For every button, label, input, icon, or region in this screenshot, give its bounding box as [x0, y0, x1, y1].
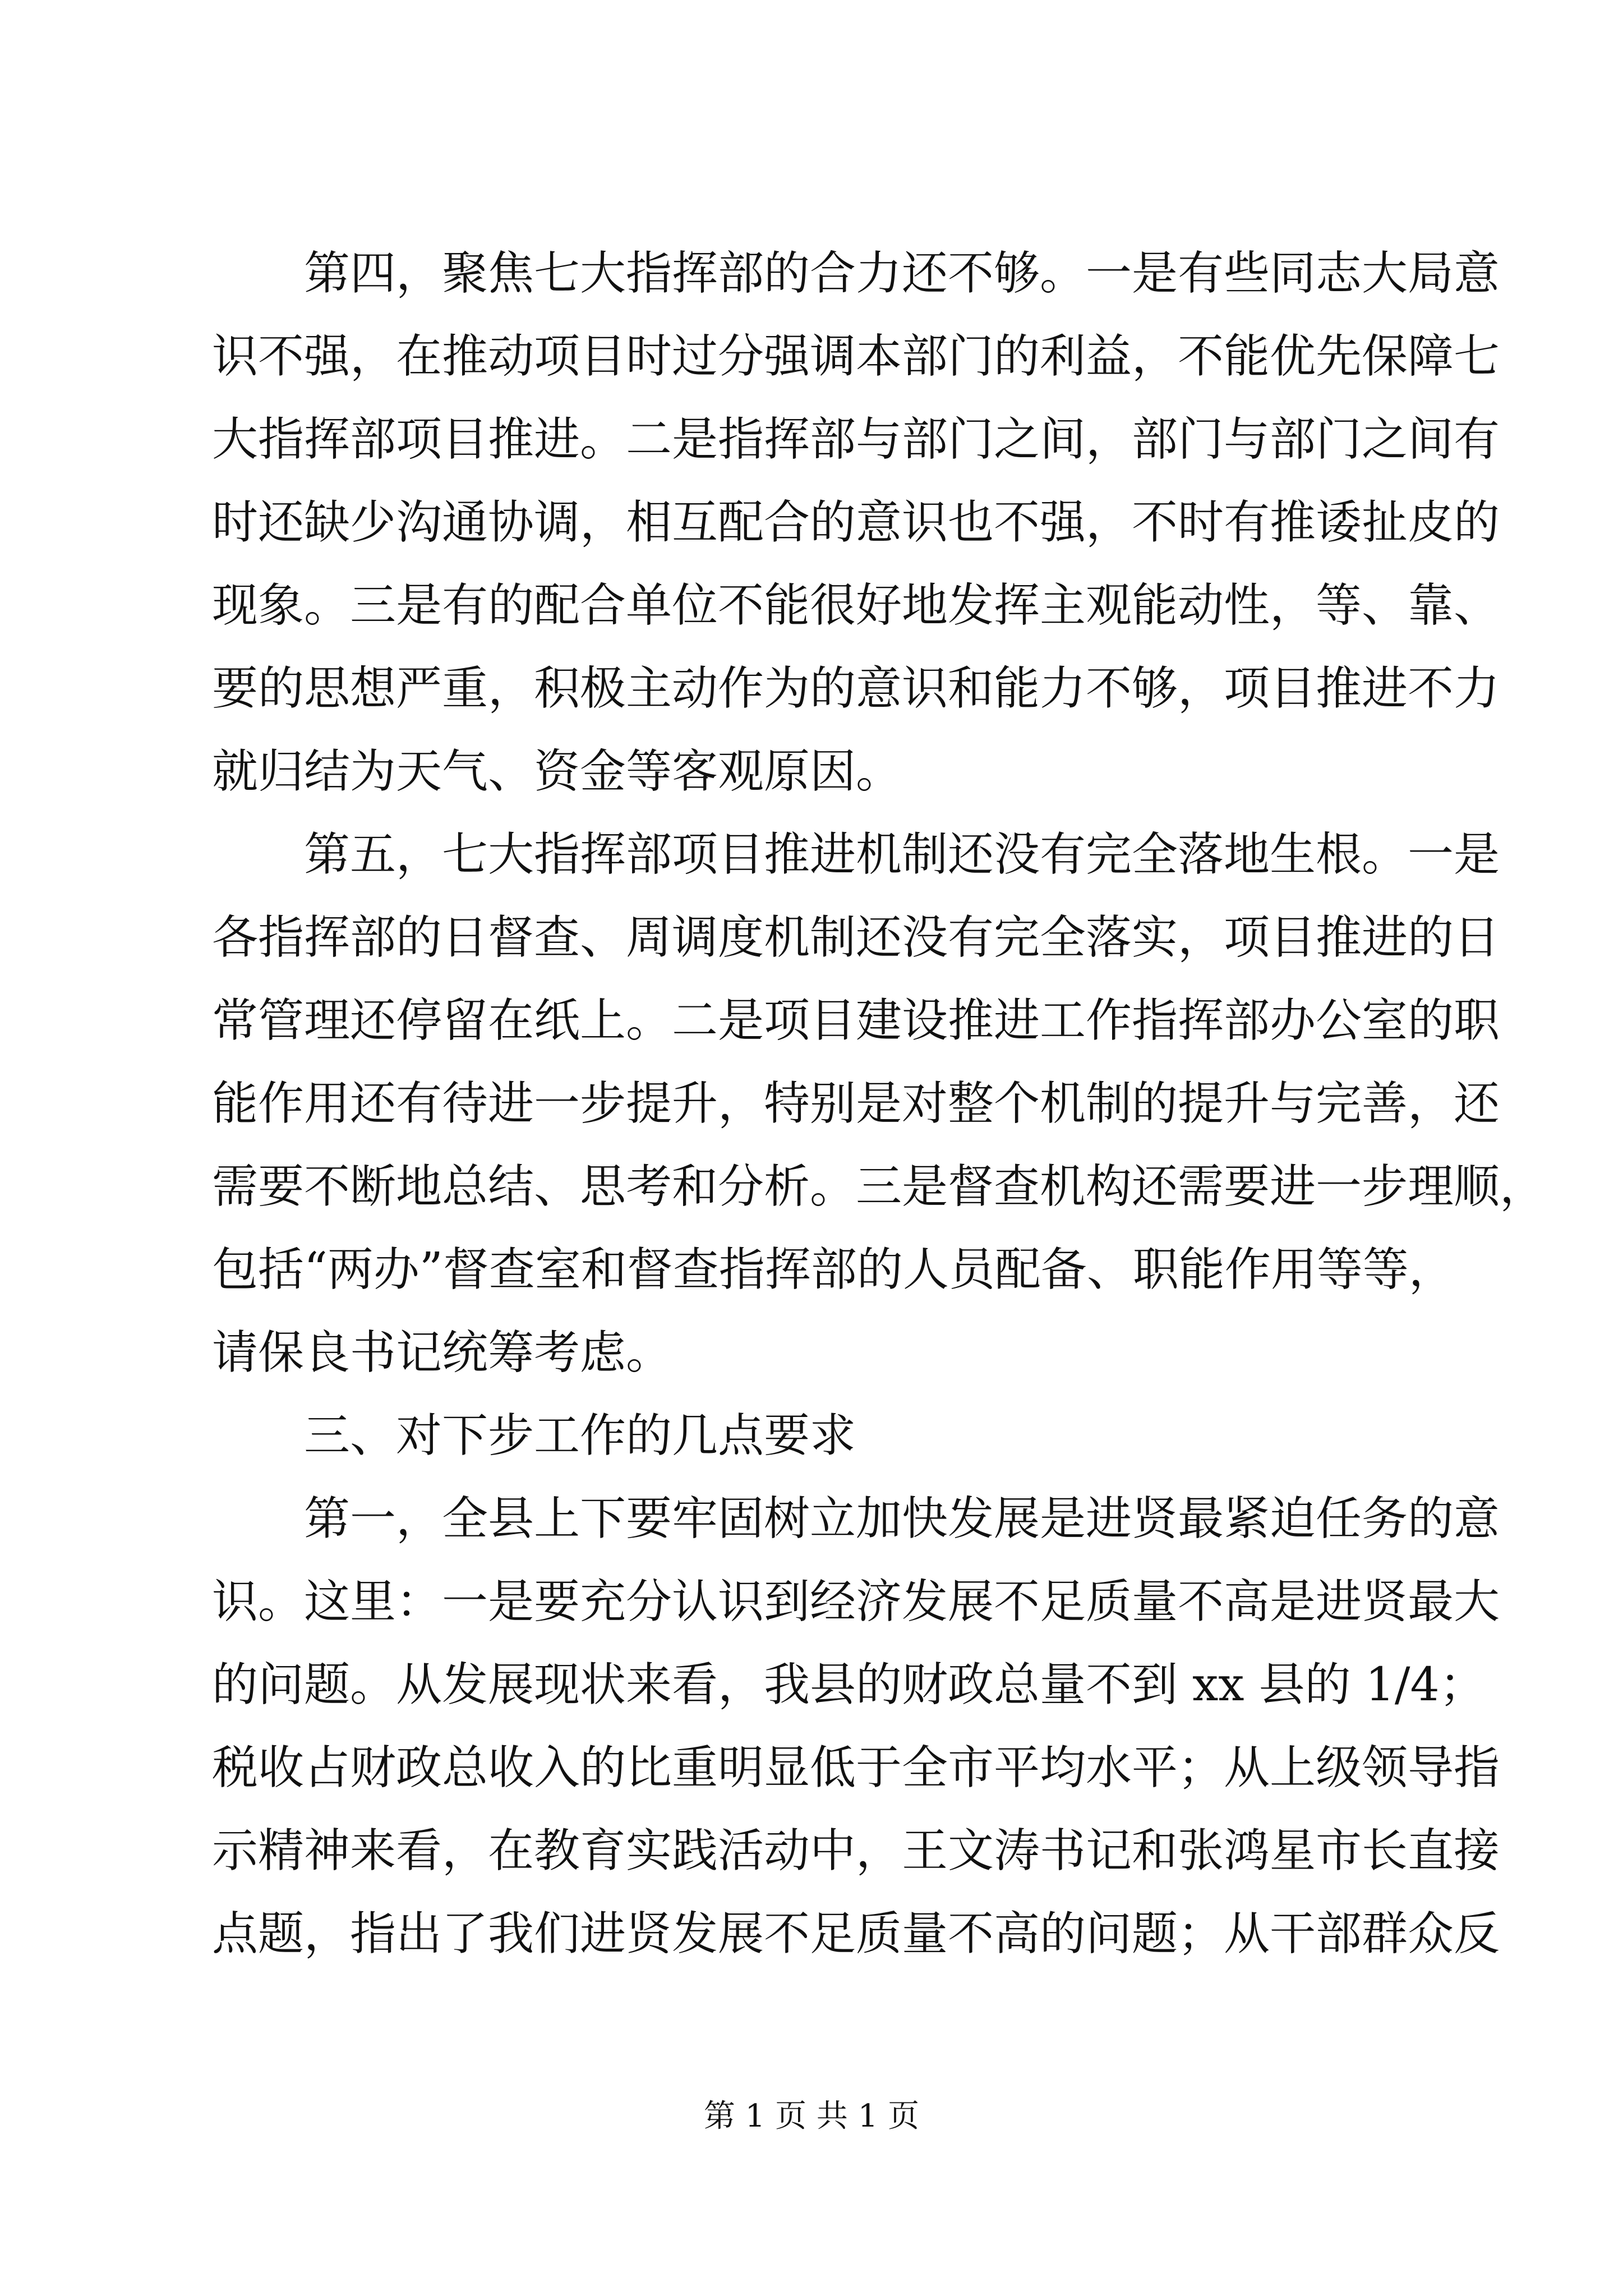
text-line: 第五，七大指挥部项目推进机制还没有完全落地生根。一是 [304, 828, 1500, 881]
text-line: 就归结为天气、资金等客观原因。 [212, 745, 902, 798]
text-line: 常管理还停留在纸上。二是项目建设推进工作指挥部办公室的职 [212, 994, 1500, 1047]
text-line: 要的思想严重，积极主动作为的意识和能力不够，项目推进不力 [212, 662, 1500, 715]
text-line: 请保良书记统筹考虑。 [212, 1326, 672, 1379]
text-line: 识。这里：一是要充分认识到经济发展不足质量不高是进贤最大 [212, 1575, 1500, 1628]
text-line: 示精神来看，在教育实践活动中，王文涛书记和张鸿星市长直接 [212, 1824, 1500, 1878]
text-line: 点题，指出了我们进贤发展不足质量不高的问题；从干部群众反 [212, 1907, 1500, 1961]
section-heading: 三、对下步工作的几点要求 [304, 1409, 856, 1462]
text-line: 识不强，在推动项目时过分强调本部门的利益，不能优先保障七 [212, 330, 1500, 383]
text-line: 各指挥部的日督查、周调度机制还没有完全落实，项目推进的日 [212, 911, 1500, 964]
text-line: 需要不断地总结、思考和分析。三是督查机构还需要进一步理顺， [212, 1160, 1546, 1213]
page-number-footer: 第 1 页 共 1 页 [703, 2098, 920, 2134]
text-line: 包括“两办”督查室和督查指挥部的人员配备、职能作用等等， [212, 1243, 1455, 1296]
text-line: 的问题。从发展现状来看，我县的财政总量不到 xx 县的 1/4； [212, 1658, 1486, 1711]
text-line: 税收占财政总收入的比重明显低于全市平均水平；从上级领导指 [212, 1741, 1500, 1795]
text-line: 能作用还有待进一步提升，特别是对整个机制的提升与完善，还 [212, 1077, 1500, 1130]
text-line: 时还缺少沟通协调，相互配合的意识也不强，不时有推诿扯皮的 [212, 496, 1500, 549]
text-line: 第一，全县上下要牢固树立加快发展是进贤最紧迫任务的意 [304, 1492, 1500, 1545]
text-line: 第四，聚焦七大指挥部的合力还不够。一是有些同志大局意 [304, 247, 1500, 300]
text-line: 大指挥部项目推进。二是指挥部与部门之间，部门与部门之间有 [212, 413, 1500, 466]
text-line: 现象。三是有的配合单位不能很好地发挥主观能动性，等、靠、 [212, 579, 1500, 632]
